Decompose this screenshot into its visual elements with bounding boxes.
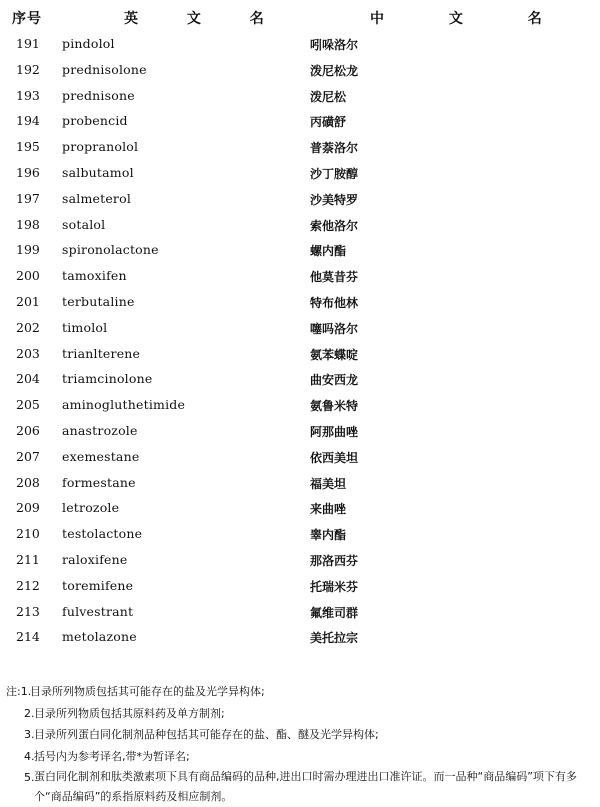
english-name-cell: testolactone (62, 526, 143, 542)
table-row (0, 214, 600, 240)
table-row (0, 33, 600, 59)
chinese-name-cell: 泼尼松龙 (310, 63, 359, 78)
table-row (0, 626, 600, 652)
english-name-cell: terbutaline (62, 293, 135, 309)
table-row (0, 472, 600, 498)
chinese-name-cell: 泼尼松 (310, 89, 347, 104)
chinese-name-cell: 托瑞米芬 (310, 579, 359, 594)
note-item (0, 746, 600, 768)
note-item (0, 724, 600, 746)
table-row (0, 85, 600, 111)
chinese-name-cell: 氨苯蝶啶 (310, 347, 359, 362)
table-row (0, 497, 600, 523)
english-name-cell: exemestane (62, 448, 140, 464)
table-row (0, 343, 600, 369)
table-row (0, 162, 600, 188)
chinese-name-cell: 来曲唑 (310, 502, 347, 517)
note-text: 目录所列蛋白同化制剂品种包括其可能存在的盐、酯、醚及光学异构体; (34, 728, 379, 741)
table-row (0, 317, 600, 343)
english-name-cell: tamoxifen (62, 268, 127, 284)
table-row (0, 446, 600, 472)
chinese-name-cell: 吲哚洛尔 (310, 38, 359, 52)
serial-number-cell: 191 (16, 36, 40, 51)
english-name-cell: spironolactone (62, 242, 159, 258)
chinese-name-cell: 普萘洛尔 (310, 141, 359, 156)
serial-number-cell: 201 (16, 293, 40, 309)
english-name-cell: formestane (62, 474, 136, 490)
table-row (0, 575, 600, 601)
note-text: 蛋白同化制剂和肽类激素项下具有商品编码的品种,进出口时需办理进出口准许证。而一品种“商品编码”项下有多个“商品编码”的系指原料药及相应制剂。 (34, 770, 577, 803)
serial-number-cell: 207 (16, 448, 40, 464)
chinese-name-cell: 福美坦 (310, 476, 347, 491)
chinese-name-cell: 索他洛尔 (310, 218, 359, 233)
notes-section (0, 681, 600, 807)
serial-number-cell: 200 (16, 268, 40, 284)
english-name-cell: salmeterol (62, 190, 132, 206)
english-name-cell: propranolol (62, 139, 139, 155)
english-name-cell: toremifene (62, 577, 134, 593)
table-row (0, 523, 600, 549)
chinese-name-cell: 他莫昔芬 (310, 270, 359, 285)
serial-number-cell: 210 (16, 526, 40, 542)
chinese-name-cell: 氨鲁米特 (310, 399, 359, 414)
table-row (0, 420, 600, 446)
serial-number-cell: 196 (16, 164, 40, 180)
table-row (0, 291, 600, 317)
note-text: 目录所列物质包括其可能存在的盐及光学异构体; (30, 685, 265, 698)
table-row (0, 601, 600, 627)
chinese-name-cell: 氟维司群 (310, 605, 359, 620)
serial-number-cell: 202 (16, 319, 40, 335)
english-name-cell: salbutamol (62, 164, 134, 180)
serial-number-cell: 194 (16, 113, 40, 129)
serial-number-cell: 212 (16, 577, 40, 593)
serial-number-cell: 214 (16, 629, 40, 645)
table-row (0, 549, 600, 575)
serial-number-cell: 198 (16, 216, 40, 232)
chinese-name-cell: 噻吗洛尔 (310, 321, 359, 336)
english-name-cell: aminogluthetimide (62, 397, 186, 413)
serial-number-cell: 209 (16, 500, 40, 516)
serial-number-cell: 193 (16, 87, 40, 103)
table-row (0, 265, 600, 291)
note-label: 3. (24, 728, 35, 741)
table-body (0, 33, 600, 652)
chinese-name-cell: 曲安西龙 (310, 373, 359, 388)
note-label: 4. (24, 749, 35, 763)
english-name-cell: metolazone (62, 629, 137, 645)
note-label: 5. (24, 771, 35, 784)
chinese-name-cell: 丙磺舒 (310, 115, 347, 130)
english-name-cell: anastrozole (62, 422, 138, 438)
table-row (0, 110, 600, 136)
note-item (0, 703, 600, 725)
table-row (0, 59, 600, 85)
note-label: 1. (20, 685, 32, 698)
note-item (0, 767, 600, 807)
serial-number-cell: 197 (16, 190, 40, 206)
table-header (0, 8, 600, 30)
table-row (0, 239, 600, 265)
chinese-name-cell: 沙丁胺醇 (310, 166, 359, 181)
notes-prefix: 注: (6, 685, 21, 698)
english-name-cell: triamcinolone (62, 371, 153, 387)
serial-number-cell: 192 (16, 61, 40, 77)
chinese-name-cell: 美托拉宗 (310, 631, 359, 646)
note-text: 目录所列物质包括其原料药及单方制剂; (34, 706, 225, 720)
chinese-name-cell: 阿那曲唑 (310, 424, 359, 439)
chinese-name-cell: 沙美特罗 (310, 192, 359, 207)
chinese-name-cell: 螺内酯 (310, 244, 347, 259)
english-name-cell: sotalol (62, 216, 106, 232)
table-row (0, 368, 600, 394)
serial-number-cell: 208 (16, 474, 40, 490)
chinese-name-cell: 那洛西芬 (310, 553, 359, 568)
serial-number-cell: 205 (16, 397, 40, 413)
english-name-cell: timolol (62, 319, 108, 335)
header-chinese-name: 中 文 名 (370, 11, 572, 27)
english-name-cell: prednisolone (62, 61, 147, 77)
chinese-name-cell: 睾内酯 (310, 528, 347, 543)
chinese-name-cell: 依西美坦 (310, 450, 359, 465)
english-name-cell: raloxifene (62, 551, 128, 567)
header-serial-number: 序号 (12, 11, 42, 27)
serial-number-cell: 203 (16, 345, 40, 361)
header-english-name: 英 文 名 (124, 11, 286, 27)
english-name-cell: pindolol (62, 36, 115, 51)
serial-number-cell: 204 (16, 371, 40, 387)
serial-number-cell: 206 (16, 422, 40, 438)
note-label: 2. (24, 706, 35, 720)
note-text: 括号内为参考译名,带*为暂译名; (34, 749, 190, 763)
serial-number-cell: 195 (16, 139, 40, 155)
table-row (0, 394, 600, 420)
chinese-name-cell: 特布他林 (310, 295, 359, 310)
table-row (0, 188, 600, 214)
english-name-cell: letrozole (62, 500, 120, 516)
serial-number-cell: 199 (16, 242, 40, 258)
serial-number-cell: 211 (16, 551, 40, 567)
table-row (0, 136, 600, 162)
serial-number-cell: 213 (16, 603, 40, 619)
english-name-cell: fulvestrant (62, 603, 134, 619)
english-name-cell: prednisone (62, 87, 135, 103)
english-name-cell: trianlterene (62, 345, 141, 361)
english-name-cell: probencid (62, 113, 128, 129)
note-item (0, 681, 600, 703)
